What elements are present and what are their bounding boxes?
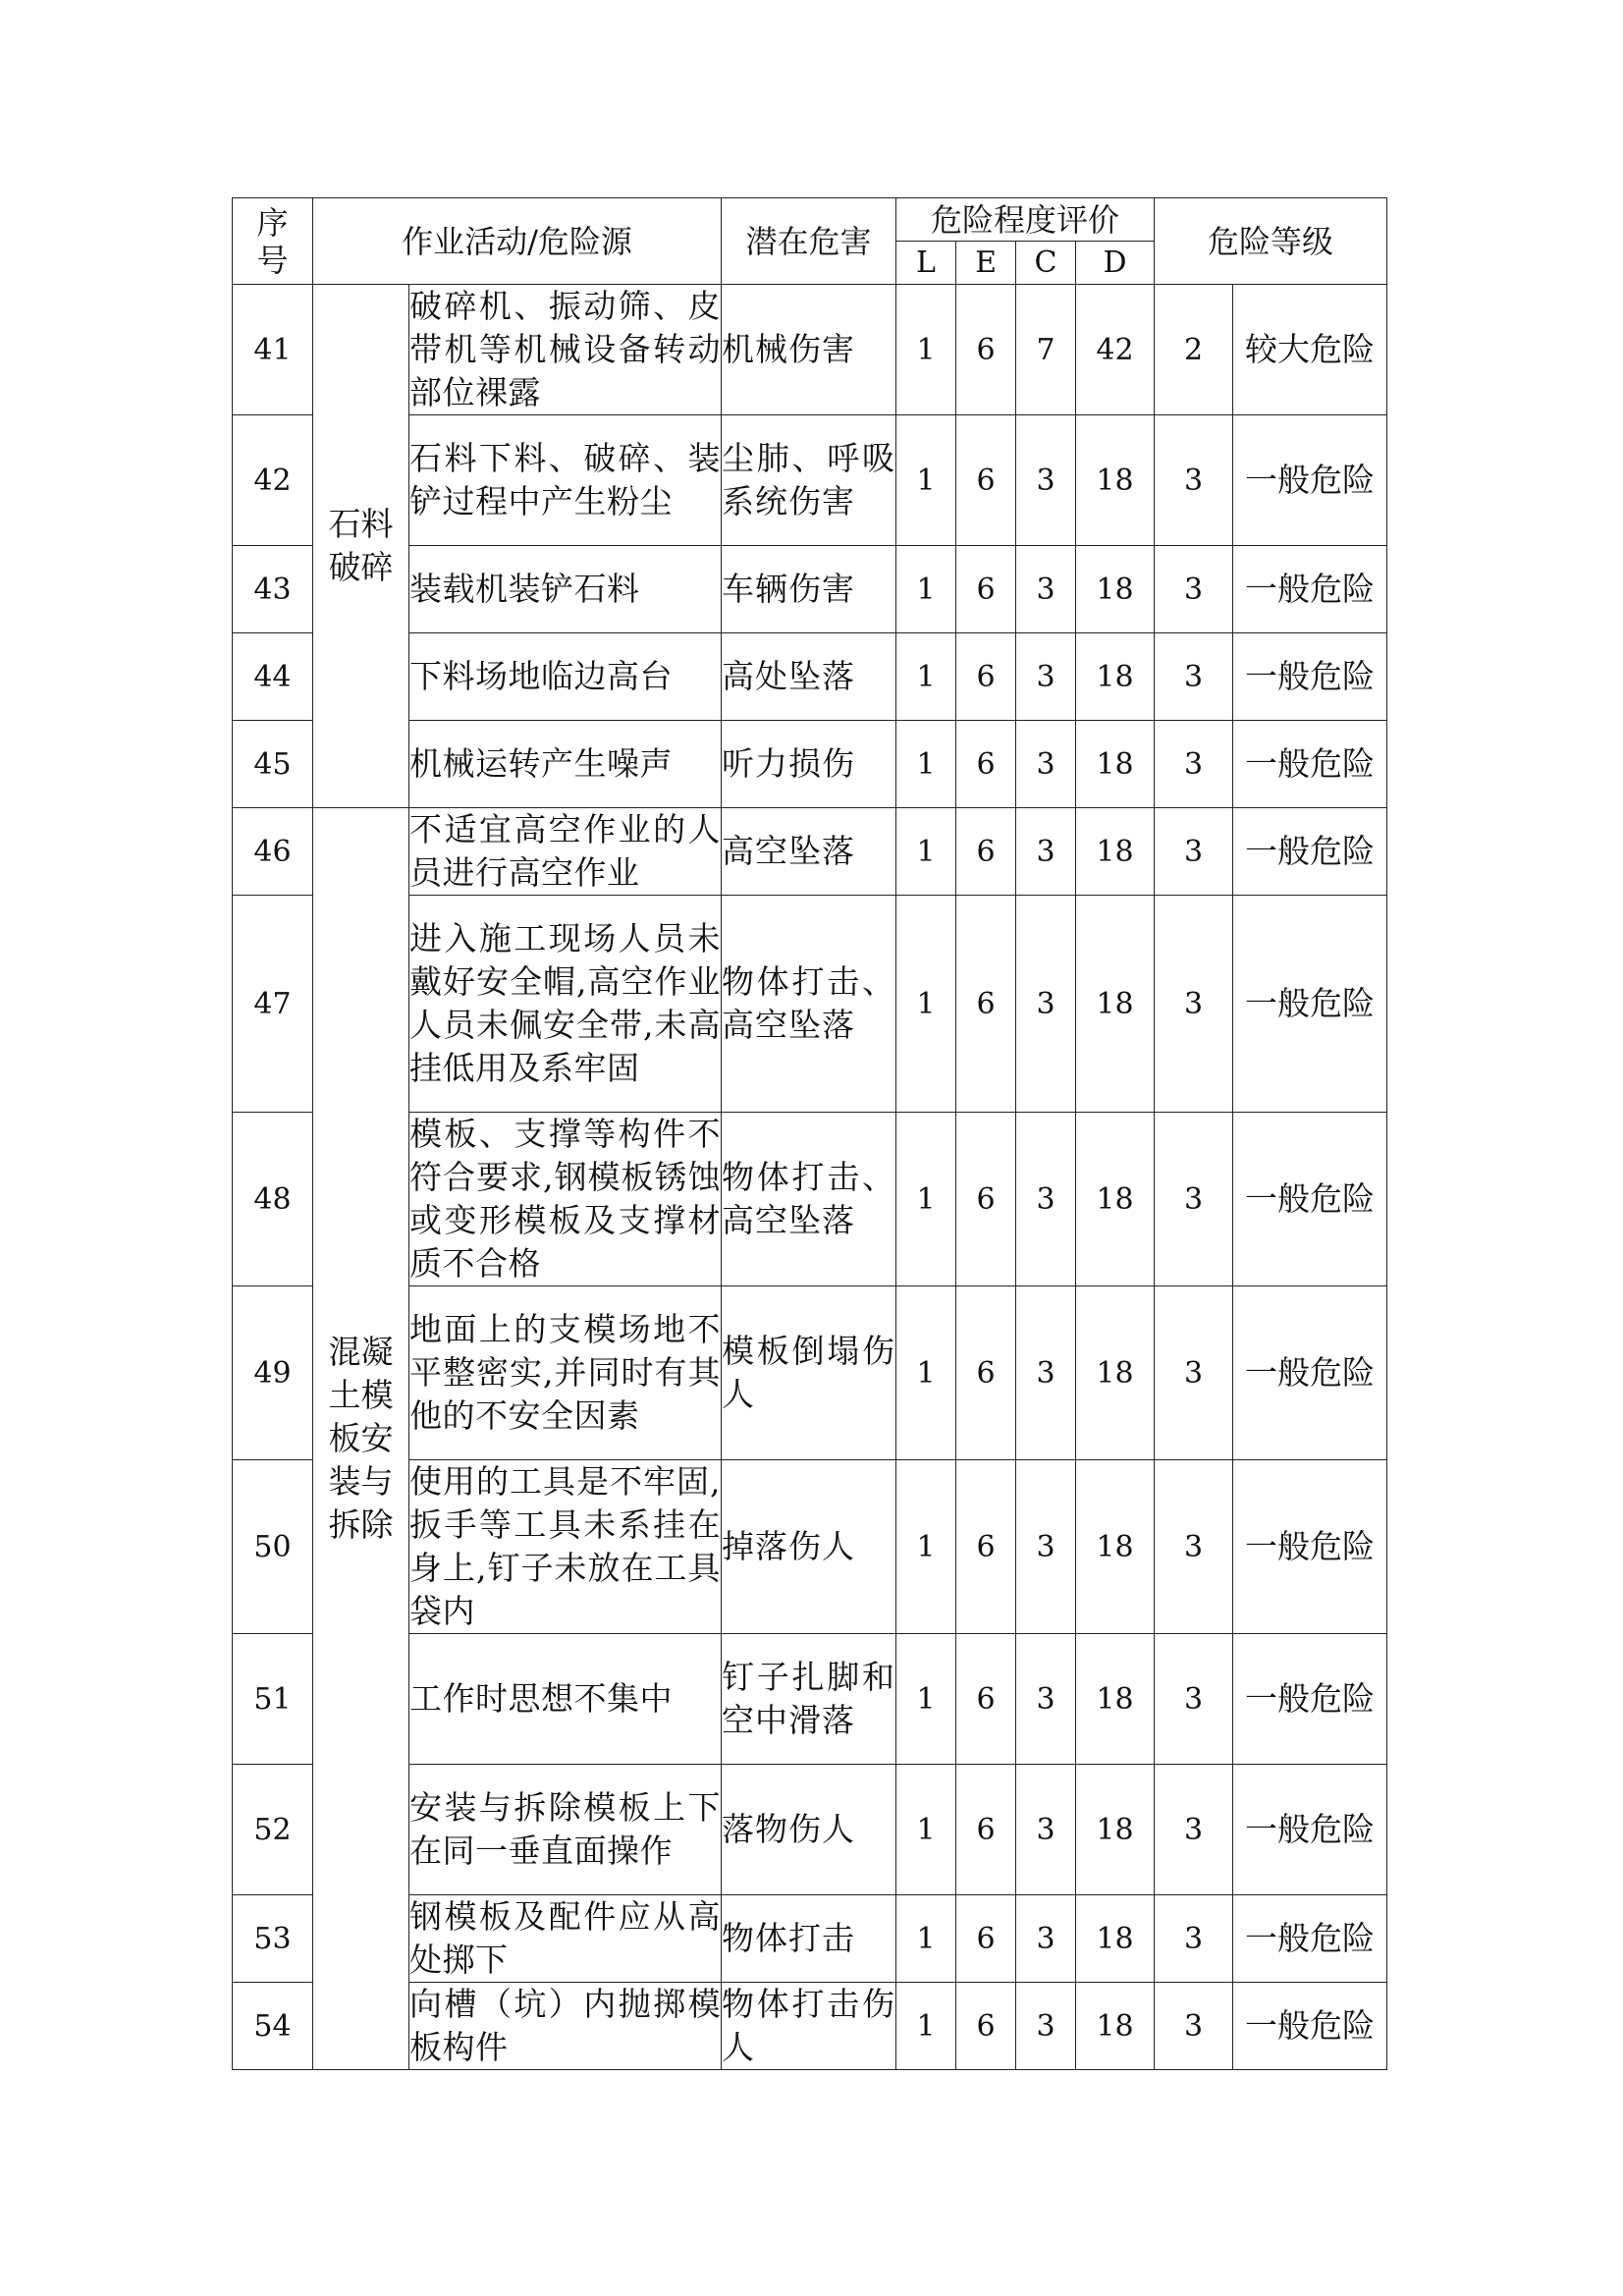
value-D: 18 <box>1076 896 1155 1113</box>
risk-level: 一般危险 <box>1233 1113 1387 1286</box>
activity-description: 石料下料、破碎、装铲过程中产生粉尘 <box>409 415 722 546</box>
value-L: 1 <box>896 285 956 415</box>
value-E: 6 <box>956 808 1016 896</box>
risk-level: 一般危险 <box>1233 546 1387 633</box>
value-C: 3 <box>1016 1765 1076 1895</box>
value-D: 18 <box>1076 1286 1155 1460</box>
value-L: 1 <box>896 1895 956 1983</box>
table-header <box>233 198 1387 285</box>
activity-description: 使用的工具是不牢固,扳手等工具未系挂在身上,钉子未放在工具袋内 <box>409 1460 722 1634</box>
potential-hazard: 掉落伤人 <box>722 1460 896 1634</box>
value-L: 1 <box>896 1113 956 1286</box>
risk-level: 一般危险 <box>1233 415 1387 546</box>
activity-description: 工作时思想不集中 <box>409 1634 722 1765</box>
value-E: 6 <box>956 1895 1016 1983</box>
value-D: 18 <box>1076 1983 1155 2070</box>
value-C: 3 <box>1016 1895 1076 1983</box>
risk-level: 一般危险 <box>1233 1460 1387 1634</box>
row-number: 47 <box>233 896 313 1113</box>
value-C: 3 <box>1016 1113 1076 1286</box>
risk-grade: 3 <box>1155 896 1233 1113</box>
potential-hazard: 物体打击伤人 <box>722 1983 896 2070</box>
value-L: 1 <box>896 633 956 721</box>
risk-level: 一般危险 <box>1233 1286 1387 1460</box>
header-level: 危险等级 <box>1155 198 1387 285</box>
row-number: 48 <box>233 1113 313 1286</box>
header-seq: 序 号 <box>233 198 313 285</box>
value-E: 6 <box>956 1983 1016 2070</box>
risk-grade: 3 <box>1155 1113 1233 1286</box>
risk-level: 一般危险 <box>1233 808 1387 896</box>
value-D: 18 <box>1076 415 1155 546</box>
value-D: 18 <box>1076 1113 1155 1286</box>
table-body <box>233 285 1387 2070</box>
value-E: 6 <box>956 285 1016 415</box>
value-D: 42 <box>1076 285 1155 415</box>
value-E: 6 <box>956 546 1016 633</box>
row-number: 50 <box>233 1460 313 1634</box>
row-number: 41 <box>233 285 313 415</box>
value-C: 3 <box>1016 415 1076 546</box>
value-C: 3 <box>1016 896 1076 1113</box>
activity-description: 装载机装铲石料 <box>409 546 722 633</box>
row-number: 43 <box>233 546 313 633</box>
risk-grade: 3 <box>1155 415 1233 546</box>
value-D: 18 <box>1076 1765 1155 1895</box>
value-L: 1 <box>896 896 956 1113</box>
value-E: 6 <box>956 1460 1016 1634</box>
potential-hazard: 物体打击、高空坠落 <box>722 896 896 1113</box>
risk-level: 一般危险 <box>1233 896 1387 1113</box>
activity-description: 模板、支撑等构件不符合要求,钢模板锈蚀或变形模板及支撑材质不合格 <box>409 1113 722 1286</box>
potential-hazard: 物体打击 <box>722 1895 896 1983</box>
risk-assessment-table <box>232 197 1387 2070</box>
row-number: 46 <box>233 808 313 896</box>
value-C: 3 <box>1016 721 1076 808</box>
value-D: 18 <box>1076 1895 1155 1983</box>
activity-group: 混凝 土模 板安 装与 拆除 <box>313 808 409 2070</box>
value-E: 6 <box>956 1286 1016 1460</box>
risk-grade: 3 <box>1155 1634 1233 1765</box>
value-C: 3 <box>1016 808 1076 896</box>
value-E: 6 <box>956 721 1016 808</box>
value-L: 1 <box>896 1634 956 1765</box>
activity-description: 机械运转产生噪声 <box>409 721 722 808</box>
activity-description: 不适宜高空作业的人员进行高空作业 <box>409 808 722 896</box>
value-L: 1 <box>896 721 956 808</box>
header-E: E <box>956 242 1016 285</box>
risk-grade: 3 <box>1155 1460 1233 1634</box>
value-D: 18 <box>1076 546 1155 633</box>
risk-grade: 3 <box>1155 1895 1233 1983</box>
activity-description: 下料场地临边高台 <box>409 633 722 721</box>
risk-grade: 3 <box>1155 1765 1233 1895</box>
header-evaluation: 危险程度评价 <box>896 198 1155 242</box>
risk-level: 一般危险 <box>1233 1895 1387 1983</box>
value-E: 6 <box>956 896 1016 1113</box>
value-L: 1 <box>896 1765 956 1895</box>
value-C: 7 <box>1016 285 1076 415</box>
value-E: 6 <box>956 1765 1016 1895</box>
risk-level: 一般危险 <box>1233 1634 1387 1765</box>
value-C: 3 <box>1016 1983 1076 2070</box>
value-E: 6 <box>956 1113 1016 1286</box>
row-number: 44 <box>233 633 313 721</box>
potential-hazard: 高处坠落 <box>722 633 896 721</box>
risk-grade: 3 <box>1155 1286 1233 1460</box>
value-C: 3 <box>1016 1286 1076 1460</box>
table-row <box>233 285 1387 415</box>
value-D: 18 <box>1076 808 1155 896</box>
row-number: 54 <box>233 1983 313 2070</box>
risk-level: 一般危险 <box>1233 721 1387 808</box>
activity-description: 向槽（坑）内抛掷模板构件 <box>409 1983 722 2070</box>
risk-grade: 2 <box>1155 285 1233 415</box>
value-L: 1 <box>896 1286 956 1460</box>
activity-description: 进入施工现场人员未戴好安全帽,高空作业人员未佩安全带,未高挂低用及系牢固 <box>409 896 722 1113</box>
potential-hazard: 模板倒塌伤人 <box>722 1286 896 1460</box>
potential-hazard: 机械伤害 <box>722 285 896 415</box>
header-C: C <box>1016 242 1076 285</box>
value-D: 18 <box>1076 1460 1155 1634</box>
risk-level: 较大危险 <box>1233 285 1387 415</box>
risk-grade: 3 <box>1155 721 1233 808</box>
potential-hazard: 听力损伤 <box>722 721 896 808</box>
potential-hazard: 钉子扎脚和空中滑落 <box>722 1634 896 1765</box>
potential-hazard: 落物伤人 <box>722 1765 896 1895</box>
risk-grade: 3 <box>1155 633 1233 721</box>
risk-grade: 3 <box>1155 808 1233 896</box>
risk-grade: 3 <box>1155 546 1233 633</box>
risk-level: 一般危险 <box>1233 633 1387 721</box>
header-hazard: 潜在危害 <box>722 198 896 285</box>
potential-hazard: 物体打击、高空坠落 <box>722 1113 896 1286</box>
row-number: 53 <box>233 1895 313 1983</box>
header-L: L <box>896 242 956 285</box>
activity-description: 地面上的支模场地不平整密实,并同时有其他的不安全因素 <box>409 1286 722 1460</box>
activity-description: 钢模板及配件应从高处掷下 <box>409 1895 722 1983</box>
row-number: 45 <box>233 721 313 808</box>
value-L: 1 <box>896 808 956 896</box>
row-number: 51 <box>233 1634 313 1765</box>
row-number: 42 <box>233 415 313 546</box>
risk-grade: 3 <box>1155 1983 1233 2070</box>
value-E: 6 <box>956 415 1016 546</box>
risk-level: 一般危险 <box>1233 1983 1387 2070</box>
value-L: 1 <box>896 1460 956 1634</box>
value-L: 1 <box>896 546 956 633</box>
value-E: 6 <box>956 1634 1016 1765</box>
activity-description: 安装与拆除模板上下在同一垂直面操作 <box>409 1765 722 1895</box>
potential-hazard: 高空坠落 <box>722 808 896 896</box>
value-L: 1 <box>896 415 956 546</box>
value-D: 18 <box>1076 1634 1155 1765</box>
header-D: D <box>1076 242 1155 285</box>
value-L: 1 <box>896 1983 956 2070</box>
potential-hazard: 尘肺、呼吸系统伤害 <box>722 415 896 546</box>
table-row <box>233 808 1387 896</box>
value-D: 18 <box>1076 633 1155 721</box>
activity-description: 破碎机、振动筛、皮带机等机械设备转动部位裸露 <box>409 285 722 415</box>
value-C: 3 <box>1016 633 1076 721</box>
row-number: 49 <box>233 1286 313 1460</box>
activity-group: 石料 破碎 <box>313 285 409 808</box>
value-C: 3 <box>1016 1460 1076 1634</box>
header-activity: 作业活动/危险源 <box>313 198 722 285</box>
risk-level: 一般危险 <box>1233 1765 1387 1895</box>
potential-hazard: 车辆伤害 <box>722 546 896 633</box>
value-D: 18 <box>1076 721 1155 808</box>
value-C: 3 <box>1016 1634 1076 1765</box>
row-number: 52 <box>233 1765 313 1895</box>
value-C: 3 <box>1016 546 1076 633</box>
value-E: 6 <box>956 633 1016 721</box>
